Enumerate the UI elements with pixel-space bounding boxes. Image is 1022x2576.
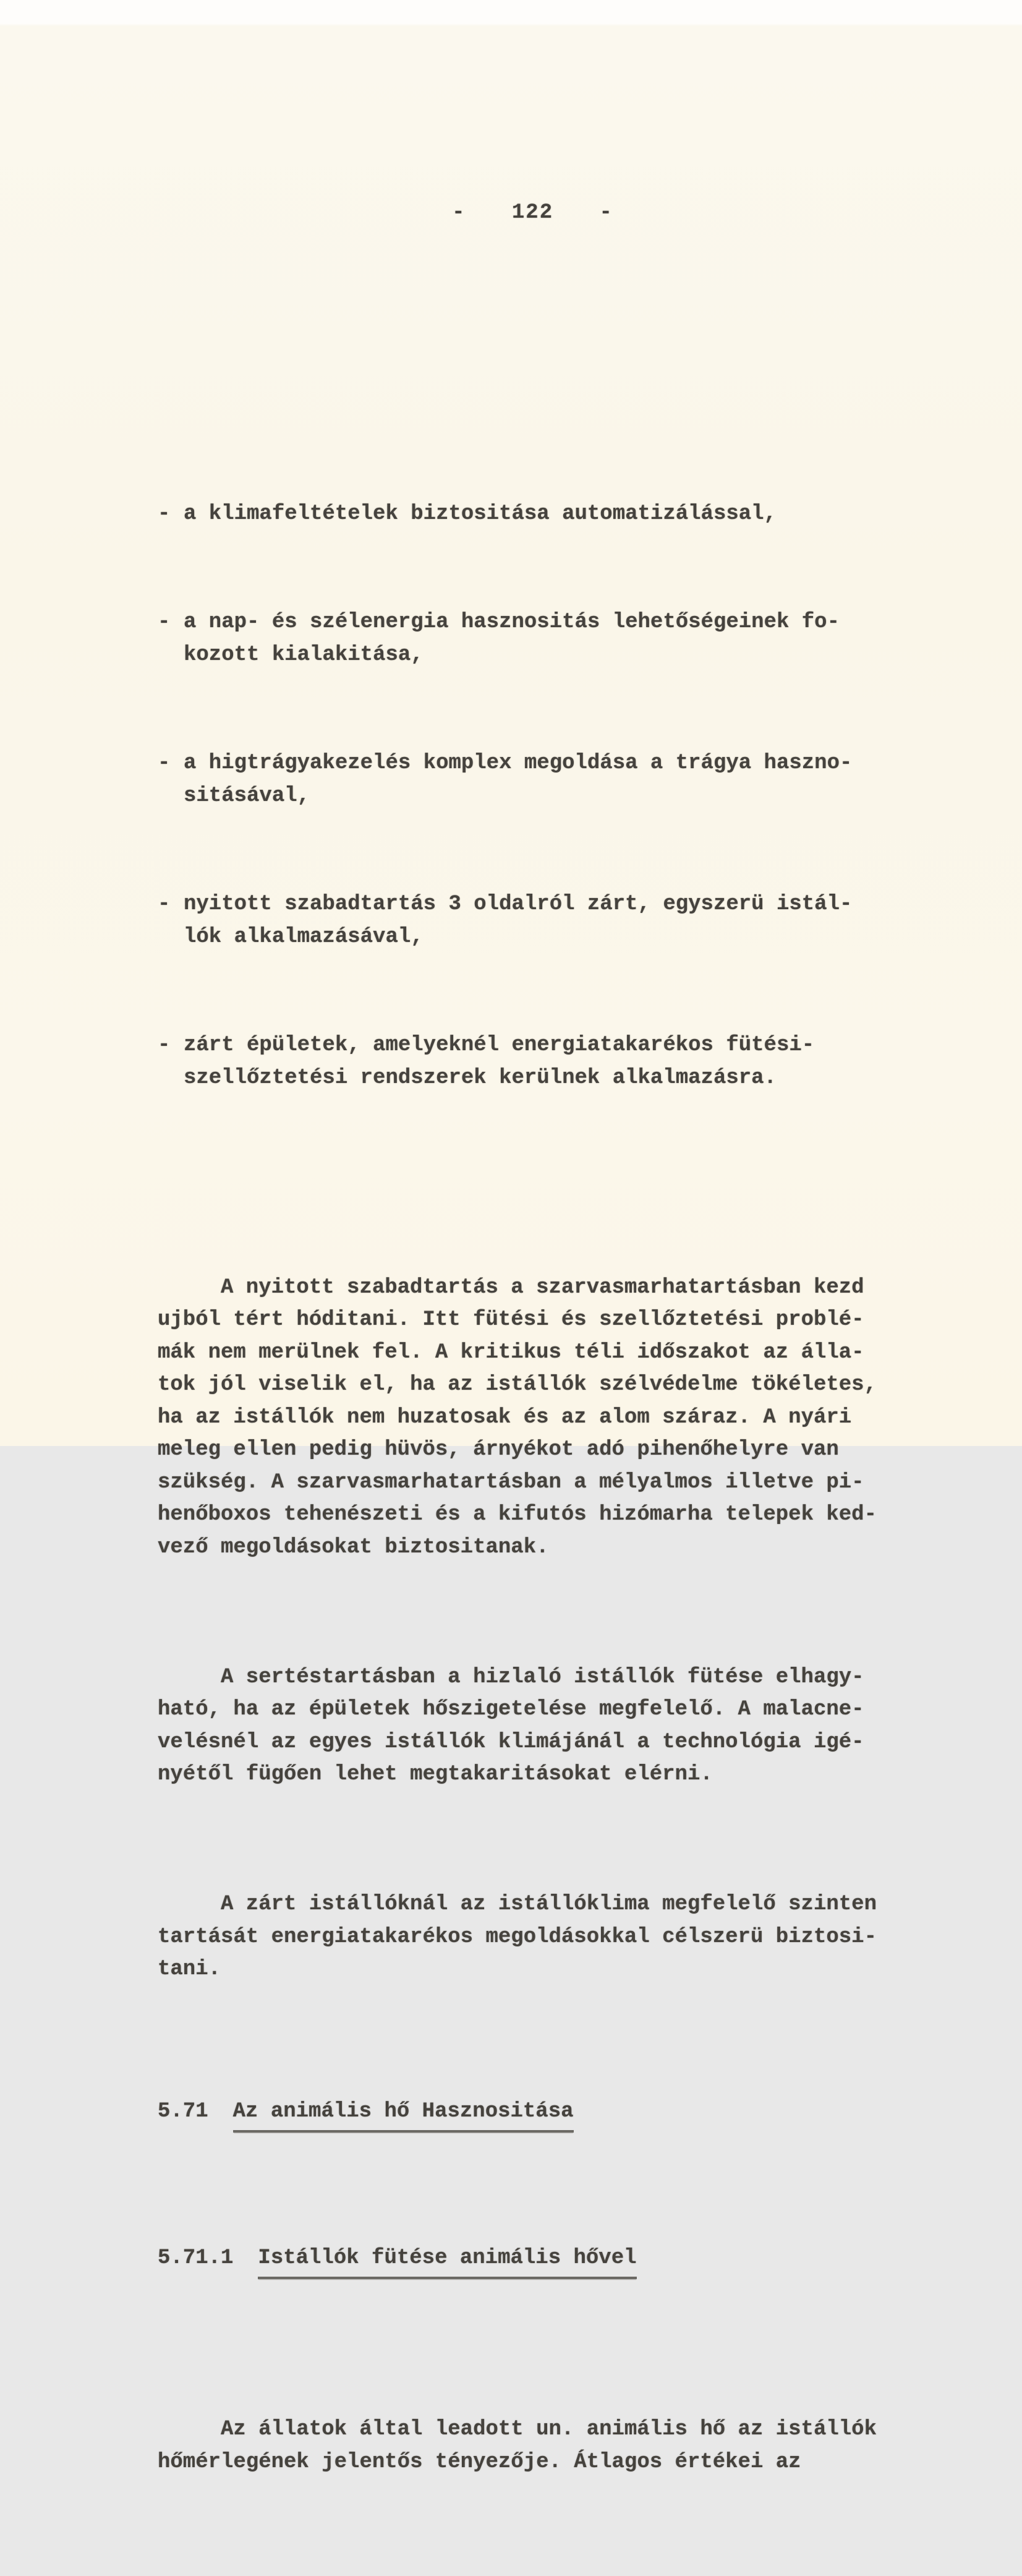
bullet-item [158, 498, 908, 531]
bullet-marker: - [158, 610, 171, 634]
body-paragraph [158, 1272, 908, 1564]
bullet-item [158, 747, 908, 812]
text-line: tani. [158, 1958, 221, 1981]
text-line: sitásával, [184, 784, 310, 808]
text-line: nyitott szabadtartás 3 oldalról zárt, egyszerü istál- [184, 892, 853, 916]
subsection-heading [158, 2242, 908, 2279]
subsection-number: 5.71.1 [158, 2246, 234, 2270]
bullet-text [184, 888, 908, 953]
bullet-text [184, 747, 908, 812]
text-line: ha az istállók nem huzatosak és az alom száraz. A nyári [158, 1405, 852, 1429]
text-line: nyétől fügően lehet megtakaritásokat elérni. [158, 1763, 713, 1786]
text-line: lók alkalmazásával, [184, 925, 424, 949]
section-number: 5.71 [158, 2100, 208, 2123]
bullet-text [184, 1029, 908, 1094]
subsection-title: Istállók fütése animális hővel [258, 2242, 636, 2279]
text-line: mák nem merülnek fel. A kritikus téli időszakot az álla- [158, 1340, 864, 1364]
text-line: velésnél az egyes istállók klimájánál a technológia igé- [158, 1730, 864, 1754]
text-line: A nyitott szabadtartás a szarvasmarhatartásban kezd [221, 1275, 864, 1299]
bullet-marker: - [158, 502, 171, 526]
bullet-marker: - [158, 751, 171, 775]
closing-paragraph [158, 2413, 908, 2478]
text-line: a nap- és szélenergia hasznositás lehetőségeinek fo- [184, 610, 840, 634]
text-line: zárt épületek, amelyeknél energiatakarékos fütési- [184, 1033, 815, 1057]
bullet-marker: - [158, 892, 171, 916]
section-title: Az animális hő Hasznositása [233, 2095, 574, 2133]
text-line: ható, ha az épületek hőszigetelése megfelelő. A malacne- [158, 1698, 864, 1721]
text-line: A zárt istállóknál az istállóklima megfelelő szinten [221, 1893, 877, 1916]
text-line: meleg ellen pedig hüvös, árnyékot adó pihenőhelyre van [158, 1438, 839, 1461]
text-line: tok jól viselik el, ha az istállók szélvédelme tökéletes, [158, 1373, 877, 1397]
bullet-list [158, 433, 908, 1171]
text-line: ujból tért hóditani. Itt fütési és szellőztetési problé- [158, 1308, 864, 1332]
bullet-item [158, 1029, 908, 1094]
text-line: a klimafeltételek biztositása automatizálással, [184, 502, 777, 526]
page-content [158, 0, 908, 2576]
bullet-marker: - [158, 1033, 171, 1057]
text-line: vező megoldásokat biztositanak. [158, 1535, 549, 1559]
body-paragraph [158, 1888, 908, 1986]
text-line: kozott kialakitása, [184, 643, 424, 667]
bullet-text [184, 606, 908, 671]
text-line: szükség. A szarvasmarhatartásban a mélyalmos illetve pi- [158, 1470, 864, 1494]
text-line: A sertéstartásban a hizlaló istállók fütése elhagy- [221, 1665, 864, 1689]
bullet-item [158, 888, 908, 953]
page-number: - 122 - [452, 200, 613, 225]
bullet-text [184, 498, 908, 531]
text-line: szellőztetési rendszerek kerülnek alkalmazásra. [184, 1066, 777, 1090]
text-line: Az állatok által leadott un. animális hő az istállók [221, 2418, 877, 2441]
bullet-item [158, 606, 908, 671]
text-line: henőboxos tehenészeti és a kifutós hizómarha telepek ked- [158, 1503, 877, 1526]
text-line: tartását energiatakarékos megoldásokkal célszerü biztosi- [158, 1925, 877, 1949]
section-heading [158, 2095, 908, 2133]
text-line: a higtrágyakezelés komplex megoldása a trágya haszno- [184, 751, 853, 775]
body-paragraph [158, 1661, 908, 1791]
text-line: hőmérlegének jelentős tényezője. Átlagos értékei az [158, 2450, 801, 2474]
